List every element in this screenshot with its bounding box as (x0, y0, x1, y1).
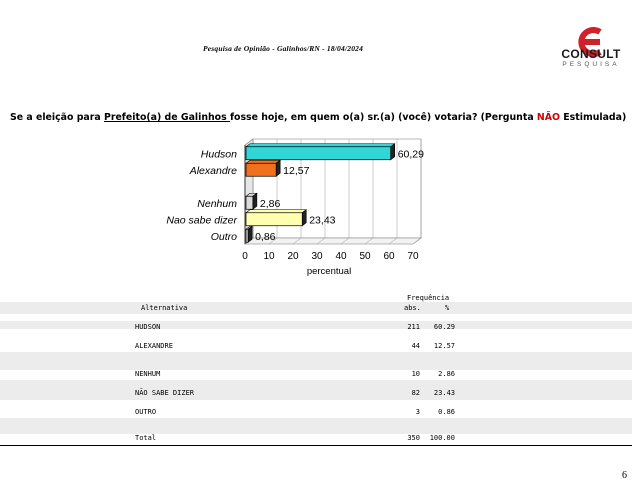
x-tick-label: 20 (287, 251, 299, 262)
bar (246, 213, 302, 226)
row-pct: 12.57 (433, 342, 455, 350)
row-pct: 2.86 (438, 370, 455, 378)
data-label: 23,43 (309, 214, 336, 227)
table-total-row (0, 432, 632, 445)
table-row (0, 321, 632, 334)
question-part-2: fosse hoje, em quem o(a) sr.(a) (você) votaria? (Pergunta (229, 112, 537, 123)
row-label: NÃO SABE DIZER (135, 389, 195, 397)
bar-chart (150, 128, 440, 290)
row-label: ALEXANDRE (135, 342, 173, 350)
total-pct: 100.00 (429, 434, 455, 442)
bar (246, 196, 253, 209)
row-abs: 211 (407, 323, 420, 331)
table-header-row-top (0, 294, 632, 302)
page-number: 6 (622, 470, 627, 481)
x-tick-label: 30 (311, 251, 323, 262)
category-label: Outro (210, 230, 237, 243)
row-pct: 0.86 (438, 408, 455, 416)
question-part-3: Estimulada) (560, 112, 627, 123)
category-label: Nenhum (197, 197, 237, 210)
x-tick-label: 40 (335, 251, 347, 262)
logo-text: CONSULT (561, 47, 621, 61)
bar-side (391, 144, 395, 160)
x-tick-label: 60 (383, 251, 395, 262)
bar (246, 229, 248, 242)
header-alternativa: Alternativa (141, 304, 188, 312)
question-highlight: NÃO (536, 112, 560, 123)
row-pct: 23.43 (433, 389, 455, 397)
question-text (10, 112, 626, 123)
row-abs: 3 (415, 408, 420, 416)
header-pct: % (445, 304, 450, 312)
x-tick-label: 50 (359, 251, 371, 262)
bar (246, 163, 276, 176)
x-tick-label: 10 (263, 251, 275, 262)
total-label: Total (135, 434, 157, 442)
bar-top (246, 160, 280, 163)
row-abs: 82 (411, 389, 420, 397)
data-label: 60,29 (397, 148, 424, 161)
table-bottom-rule (0, 445, 632, 446)
row-label: NENHUM (135, 370, 161, 378)
data-label: 12,57 (283, 164, 310, 177)
category-label: Nao sabe dizer (166, 214, 237, 227)
bar (246, 147, 391, 160)
question-part-1: Se a eleição para (10, 112, 104, 123)
x-tick-label: 0 (242, 251, 248, 262)
question-underlined: Prefeito(a) de Galinhos (103, 112, 230, 123)
header-abs: abs. (404, 304, 421, 312)
bar-side (253, 193, 257, 209)
bar-side (276, 160, 280, 176)
table-row (0, 387, 632, 400)
total-abs: 350 (407, 434, 420, 442)
header-frequencia: Frequência (407, 294, 450, 302)
table-header-row (0, 302, 632, 314)
bar-side (302, 210, 306, 226)
x-tick-label: 70 (407, 251, 419, 262)
x-axis-label: percentual (306, 266, 352, 277)
category-label: Hudson (200, 148, 237, 161)
row-pct: 60.29 (433, 323, 455, 331)
data-label: 2,86 (259, 197, 281, 210)
bar-top (246, 210, 306, 213)
row-abs: 10 (411, 370, 420, 378)
row-label: OUTRO (135, 408, 157, 416)
category-label: Alexandre (189, 164, 237, 177)
row-label: HUDSON (135, 323, 161, 331)
bar-top (246, 144, 395, 147)
bar-side (248, 226, 252, 242)
row-abs: 44 (411, 342, 420, 350)
survey-title: Pesquisa de Opinião - Galinhos/RN - 18/04/2024 (203, 44, 364, 53)
data-label: 0,86 (255, 230, 276, 243)
logo-subtext: PESQUISA (562, 61, 620, 68)
